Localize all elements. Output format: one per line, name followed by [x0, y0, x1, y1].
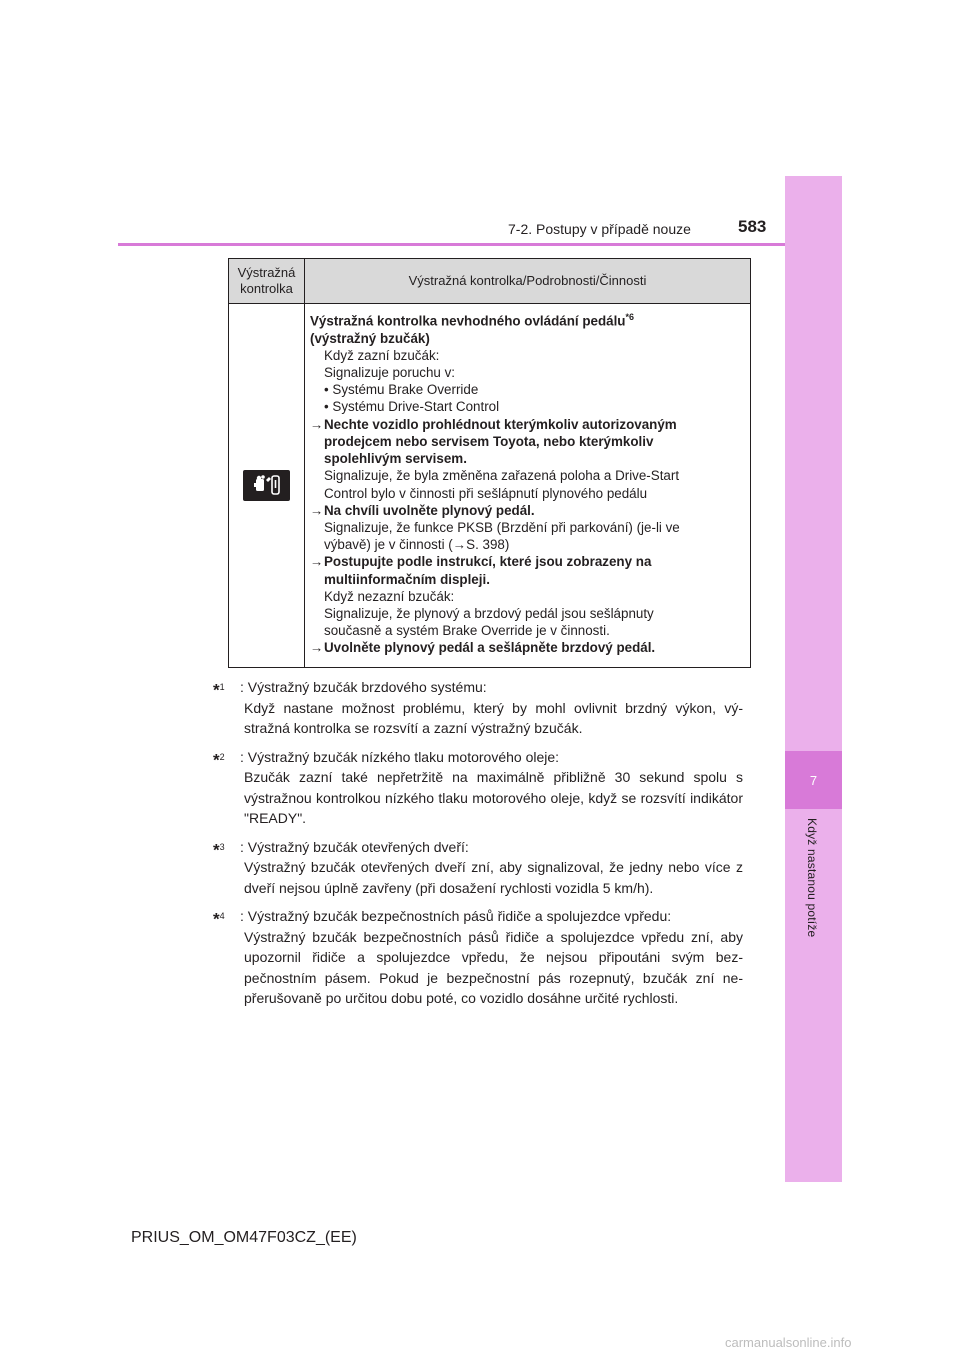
footnote-title: : Výstražný bzučák bezpečnostních pásů řidiče a spolujezdce vpředu:	[240, 908, 672, 924]
action-text: Postupujte podle instrukcí, které jsou zobrazeny na	[324, 554, 652, 570]
footnote	[213, 677, 743, 739]
condition-text: výbavě) je v činnosti (→S. 398)	[324, 537, 510, 553]
warning-title: Výstražná kontrolka nevhodného ovládání pedálu$^{*6}$	[310, 312, 635, 329]
table-row	[229, 304, 751, 668]
condition-text: současně a systém Brake Override je v činnosti.	[324, 623, 610, 639]
fault-intro: Signalizuje poruchu v:	[324, 365, 456, 381]
action-text: spolehlivým servisem.	[324, 451, 467, 467]
condition-text: Signalizuje, že byla změněna zařazená poloha a Drive-Start	[324, 468, 680, 484]
footnote-title: : Výstražný bzučák nízkého tlaku motorového oleje:	[240, 748, 560, 765]
footnote-marker: *$^3$	[213, 840, 225, 860]
condition-text: Signalizuje, že plynový a brzdový pedál jsou sešlápnuty	[324, 605, 654, 621]
section-title: 7-2. Postupy v případě nouze	[508, 221, 691, 237]
arrow-icon: →	[310, 640, 324, 656]
footnote-text: Výstražný bzučák otevřených dveří zní, aby signalizoval, že jedny nebo více z dveří nejsou úplně zavřeny (při dosažení rychlosti vozidla 5 km/h).	[244, 859, 743, 896]
footnote-ref: *6	[625, 312, 635, 322]
footnote	[213, 837, 743, 899]
chapter-title: Když nastanou potíže	[805, 818, 819, 938]
footnote-title: : Výstražný bzučák brzdového systému:	[240, 679, 487, 695]
column-header-warning-light: Výstražná kontrolka	[229, 259, 305, 304]
action-text: prodejcem nebo servisem Toyota, nebo kterýmkoliv	[324, 433, 654, 449]
warning-light-table	[228, 258, 751, 668]
bullet-item: • Systému Drive-Start Control	[324, 399, 500, 415]
action-item	[310, 416, 744, 468]
column-header-details: Výstražná kontrolka/Podrobnosti/Činnosti	[305, 259, 751, 304]
footnote-text: Výstražný bzučák bezpečnostních pásů řidiče a spolujezdce vpředu zní, aby upozornil řidiče a spolujezdce vpředu, že nejsou připoutáni svým bez-pečnostním pásem. Pokud je bezpečnostní pás rozepnutý, bzučák zní ne-přerušovaně po určitou dobu poté, co vozidlo dosáhne určité rychlosti.	[244, 928, 743, 1006]
buzzer-off-label: Když nezazní bzučák:	[324, 588, 455, 604]
condition-text: Signalizuje, že funkce PKSB (Brzdění při parkování) (je-li ve	[324, 519, 680, 535]
arrow-icon: →	[310, 554, 324, 570]
footnote-title: : Výstražný bzučák otevřených dveří:	[240, 838, 469, 855]
action-text: Na chvíli uvolněte plynový pedál.	[324, 502, 535, 518]
footnote-marker: *$^2$	[213, 750, 225, 770]
action-item	[310, 553, 744, 587]
arrow-icon: →	[310, 502, 324, 518]
action-item	[310, 502, 744, 519]
action-text: multiinformačním displeji.	[324, 571, 490, 587]
buzzer-on-label: Když zazní bzučák:	[324, 347, 440, 363]
arrow-icon: →	[310, 416, 324, 432]
footnote-text: Bzučák zazní také nepřetržitě na maximálně přibližně 30 sekund spolu s výstražnou kontrolkou nízkého tlaku motorového oleje, když se rozsvítí indikátor "READY".	[244, 769, 743, 826]
arrow-icon: →	[452, 537, 467, 553]
action-text: Nechte vozidlo prohlédnout kterýmkoliv autorizovaným	[324, 416, 677, 432]
footnote-marker: *$^1$	[213, 680, 225, 700]
action-text: Uvolněte plynový pedál a sešlápněte brzdový pedál.	[324, 640, 656, 656]
accelerator-pedal-warning-icon	[243, 470, 290, 501]
footnote	[213, 906, 743, 1009]
icon-cell	[229, 304, 305, 668]
watermark: carmanualsonline.info	[725, 1335, 852, 1350]
footnote-text: Když nastane možnost problému, který by mohl ovlivnit brzdný výkon, vý-stražná kontrolka se rozsvítí a zazní výstražný bzučák.	[244, 699, 743, 736]
bullet-item: • Systému Brake Override	[324, 382, 479, 398]
page-number: 583	[738, 217, 767, 236]
footnote	[213, 747, 743, 829]
footnotes	[213, 677, 743, 1017]
footnote-marker: *$^4$	[213, 909, 225, 929]
table-header-row	[229, 259, 751, 304]
action-item	[310, 639, 744, 656]
header-divider	[118, 243, 785, 246]
warning-description	[305, 304, 751, 668]
document-code: PRIUS_OM_OM47F03CZ_(EE)	[131, 1229, 357, 1246]
warning-subtitle: (výstražný bzučák)	[310, 330, 430, 346]
chapter-side-tab	[785, 176, 842, 1182]
condition-text: Control bylo v činnosti při sešlápnutí plynového pedálu	[324, 485, 648, 501]
chapter-number: 7	[785, 751, 842, 809]
